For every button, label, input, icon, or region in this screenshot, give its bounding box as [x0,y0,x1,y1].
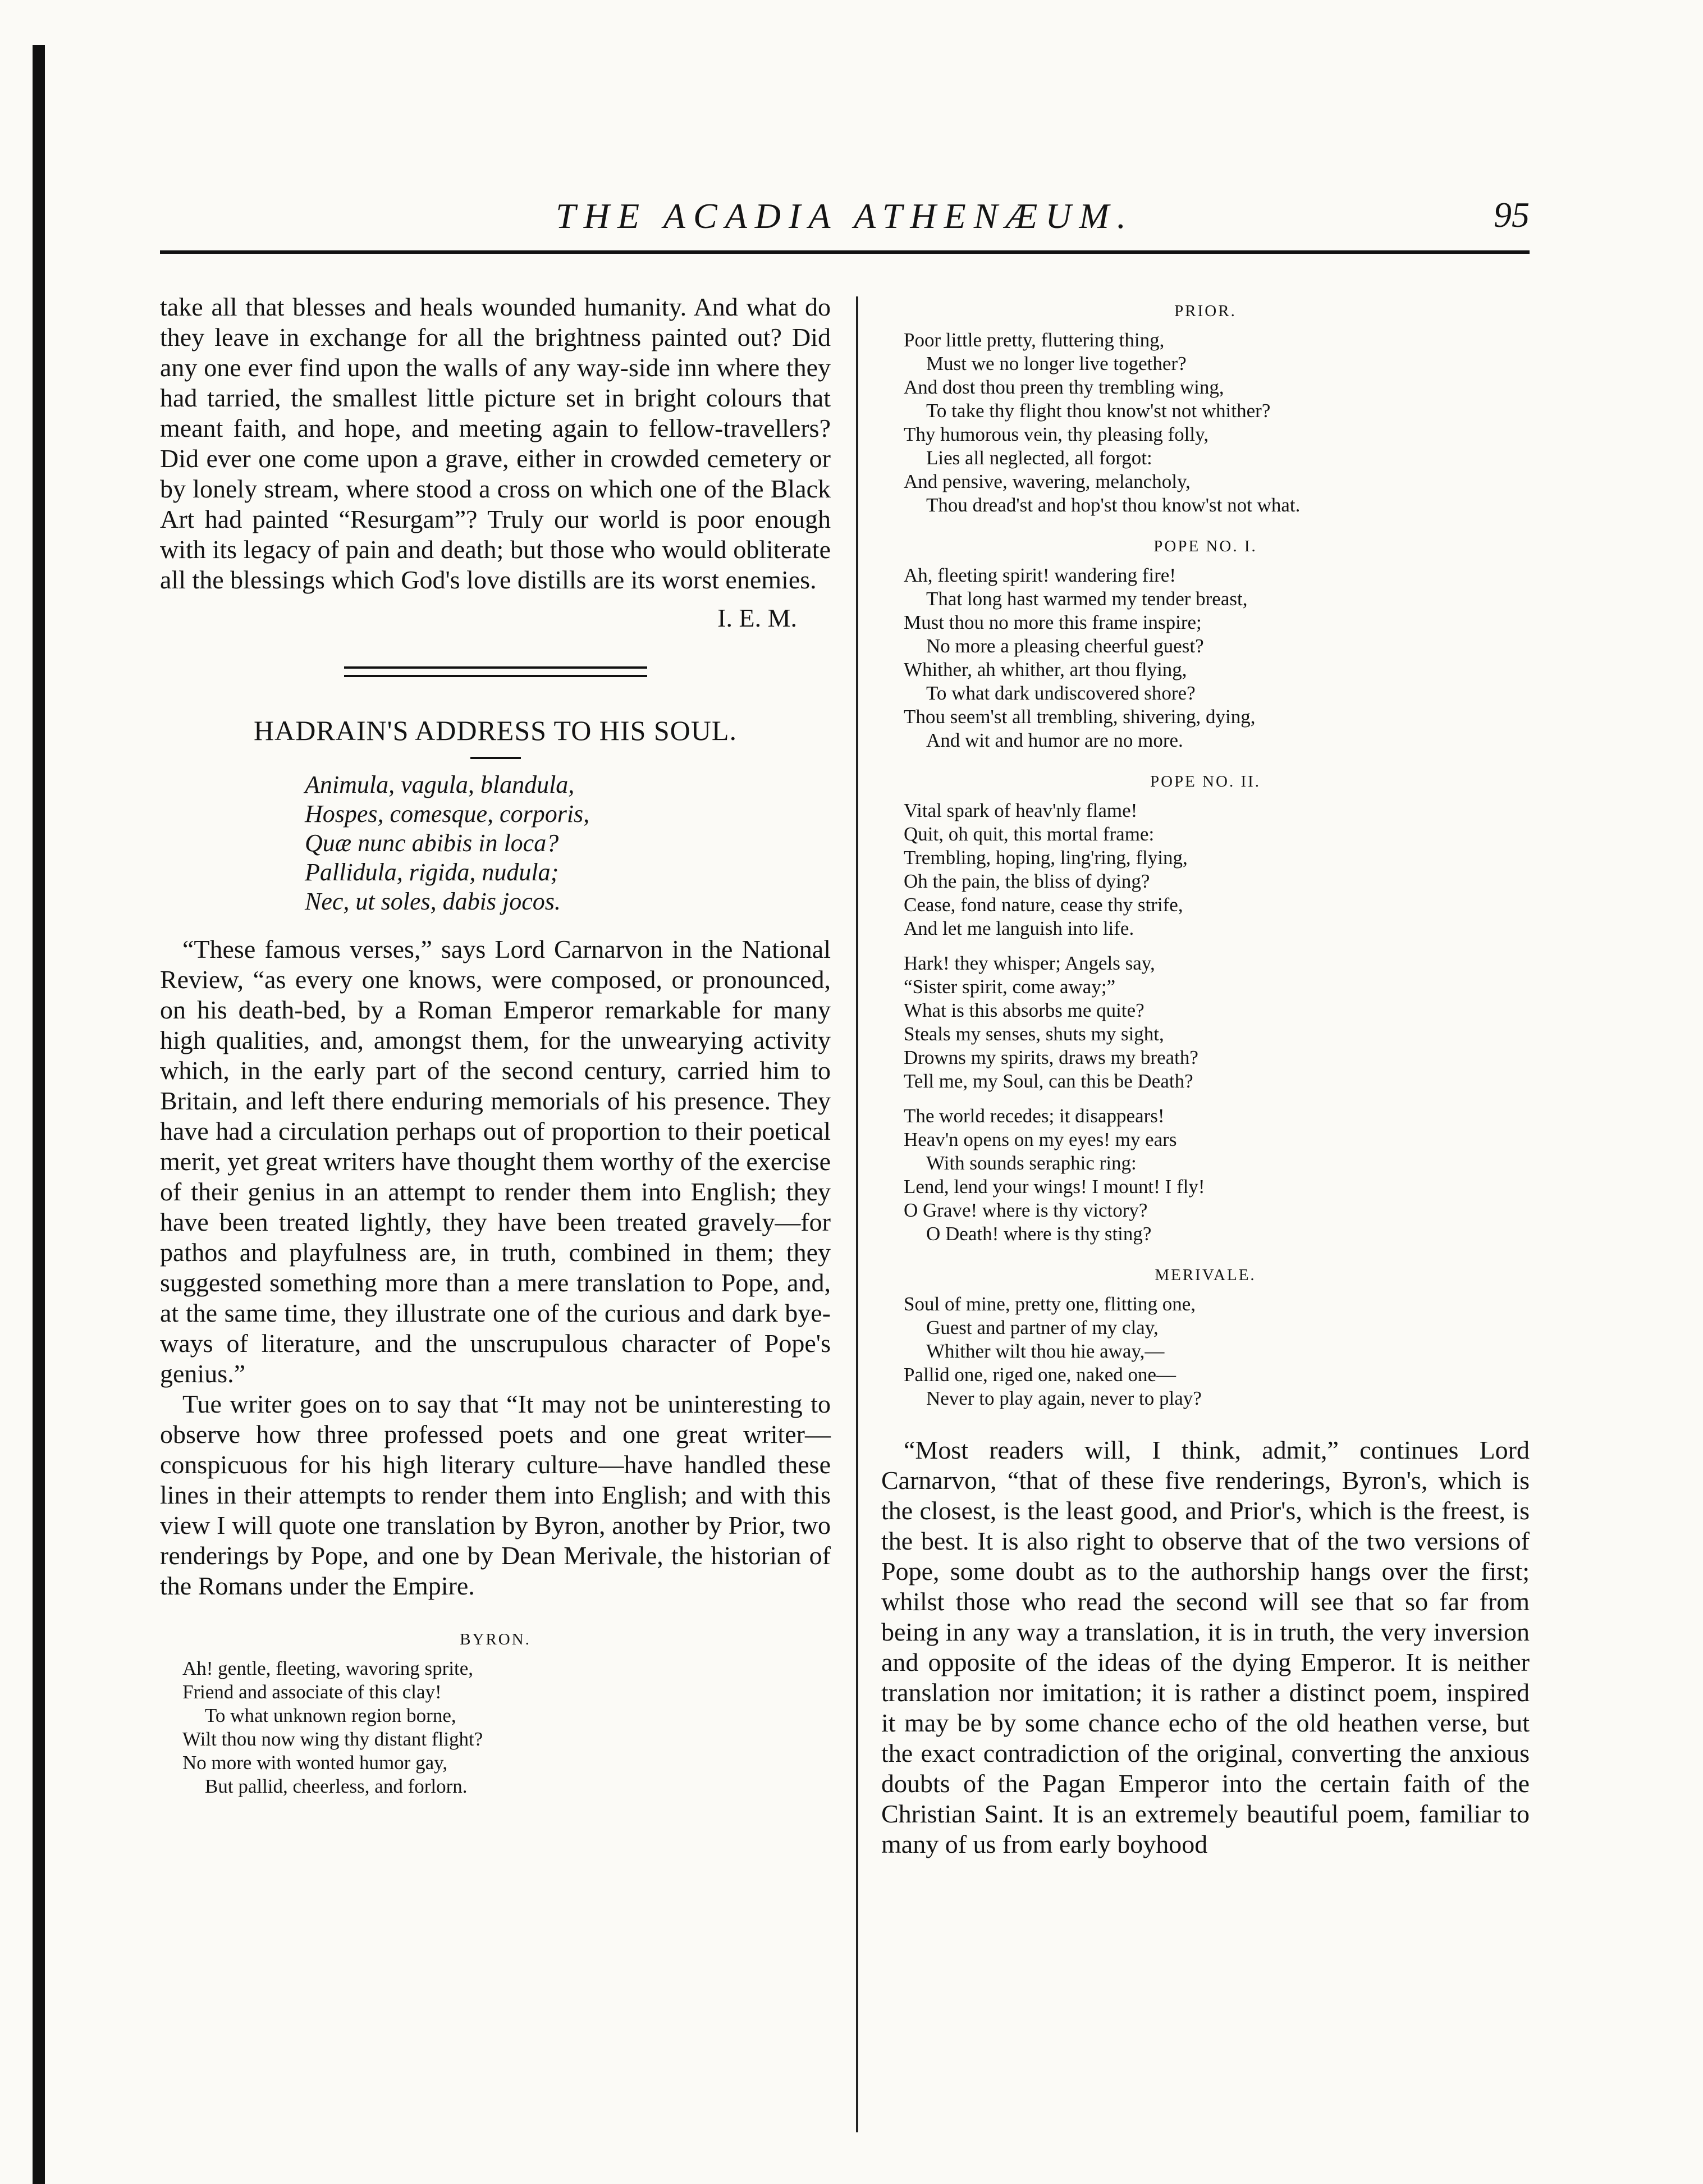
column-divider [856,296,858,2132]
publication-title: THE ACADIA ATHENÆUM. [556,196,1134,236]
poem-merivale [904,1292,1530,1410]
poem-line: The world recedes; it disappears! [904,1105,1165,1127]
poem-stanza [904,1104,1530,1246]
latin-verse [305,770,831,916]
poem-line: Heav'n opens on my eyes! my ears [904,1128,1177,1150]
poem-line: To what unknown region borne, [205,1705,456,1726]
poem-line: Friend and associate of this clay! [182,1681,442,1703]
poem-line: Poor little pretty, fluttering thing, [904,329,1165,351]
poem-line: With sounds seraphic ring: [926,1152,1137,1174]
latin-line: Animula, vagula, blandula, [305,771,575,798]
poem-line: Cease, fond nature, cease thy strife, [904,894,1183,916]
poem-line: Never to play again, never to play? [926,1387,1202,1409]
running-header [160,190,1530,257]
poem-pope-1 [904,564,1530,752]
poem-heading-prior: PRIOR. [1174,302,1237,320]
poem-line: And let me languish into life. [904,917,1134,939]
poem-line: And dost thou preen thy trembling wing, [904,376,1224,398]
latin-line: Nec, ut soles, dabis jocos. [305,888,561,915]
right-column [881,292,1530,1859]
title-dash [470,757,521,759]
latin-line: Hospes, comesque, corporis, [305,800,590,828]
poem-line: To take thy flight thou know'st not whither? [926,400,1271,422]
poem-line: Vital spark of heav'nly flame! [904,799,1138,821]
poem-heading-byron: BYRON. [460,1630,531,1648]
section-separator [344,666,647,677]
poem-heading-pope-1: POPE NO. I. [1153,537,1257,555]
poem-line: Steals my senses, shuts my sight, [904,1023,1164,1045]
poem-line: Must we no longer live together? [926,353,1187,374]
poem-line: Ah, fleeting spirit! wandering fire! [904,564,1176,586]
poem-line: Oh the pain, the bliss of dying? [904,870,1150,892]
latin-line: Quæ nunc abibis in loca? [305,829,559,857]
poem-byron [182,1657,831,1798]
poem-prior [904,328,1530,517]
poem-line: Whither wilt thou hie away,— [926,1340,1165,1362]
article-paragraph: “These famous verses,” says Lord Carnarvon in the National Review, “as every one knows, were composed, or pronounced, on his death-bed, by a Roman Emperor remarkable for many high qualities, and, amongst them, for the unwearying activity which, in the early part of the second century, carried him to Britain, and left there enduring memorials of his presence. They have had a circulation perhaps out of proportion to their poetical merit, yet great writers have thought them worthy of the exercise of their genius in an attempt to render them into English; they have been treated lightly, they have been treated gravely—for pathos and playfulness are, in truth, combined in them; they suggested something more than a mere translation to Pope, and, at the same time, they illustrate one of the curious and dark bye-ways of literature, and the unscrupulous character of Pope's genius.” [160,935,831,1388]
poem-line: Whither, ah whither, art thou flying, [904,659,1187,680]
poem-line: And pensive, wavering, melancholy, [904,470,1191,492]
binding-edge [33,45,45,2184]
poem-line: Soul of mine, pretty one, flitting one, [904,1293,1196,1315]
poem-line: Thy humorous vein, thy pleasing folly, [904,423,1209,445]
left-column [160,292,831,1798]
poem-line: To what dark undiscovered shore? [926,682,1196,704]
poem-heading-merivale: MERIVALE. [1155,1266,1256,1284]
page-number: 95 [1494,195,1530,235]
article-paragraph: “Most readers will, I think, admit,” continues Lord Carnarvon, “that of these five renderings, Byron's, which is the closest, is the least good, and Prior's, which is the freest, is the best. It is also right to observe that of the two versions of Pope, some doubt as to the authorship hangs over the first; whilst those who read the second will see that so far from being in any way a translation, it is in truth, the very inversion and opposite of the ideas of the dying Emperor. It is neither translation nor imitation; it is rather a distinct poem, inspired it may be by some chance echo of the old heathen verse, but the exact contradiction of the original, converting the anxious doubts of the Pagan Emperor into the certain faith of the Christian Saint. It is an extremely beautiful poem, familiar to many of us from early boyhood [881,1436,1530,1858]
poem-line: Quit, oh quit, this mortal frame: [904,823,1155,845]
header-rule [160,250,1530,254]
poem-stanza [904,799,1530,940]
poem-line: Thou seem'st all trembling, shivering, dying, [904,706,1256,728]
poem-pope-2 [904,799,1530,1246]
poem-line: What is this absorbs me quite? [904,999,1145,1021]
poem-line: Hark! they whisper; Angels say, [904,952,1155,974]
poem-line: No more with wonted humor gay, [182,1752,448,1774]
poem-line: Thou dread'st and hop'st thou know'st not what. [926,494,1301,516]
poem-line: “Sister spirit, come away;” [904,976,1116,998]
poem-line: But pallid, cheerless, and forlorn. [205,1775,468,1797]
poem-line: Trembling, hoping, ling'ring, flying, [904,847,1188,869]
article-title: HADRAIN'S ADDRESS TO HIS SOUL. [254,715,737,746]
author-signature: I. E. M. [717,604,797,632]
poem-line: Lies all neglected, all forgot: [926,447,1152,469]
poem-line: Wilt thou now wing thy distant flight? [182,1728,483,1750]
poem-line: O Death! where is thy sting? [926,1223,1152,1245]
poem-line: Pallid one, riged one, naked one— [904,1364,1176,1386]
poem-stanza [904,952,1530,1093]
poem-line: Ah! gentle, fleeting, wavoring sprite, [182,1657,474,1679]
latin-line: Pallidula, rigida, nudula; [305,858,559,886]
poem-line: And wit and humor are no more. [926,729,1183,751]
poem-line: Guest and partner of my clay, [926,1317,1159,1338]
poem-line: That long hast warmed my tender breast, [926,588,1248,610]
poem-line: Must thou no more this frame inspire; [904,611,1202,633]
poem-line: No more a pleasing cheerful guest? [926,635,1204,657]
poem-heading-pope-2: POPE NO. II. [1150,773,1261,791]
poem-line: O Grave! where is thy victory? [904,1199,1148,1221]
article-paragraph: Tue writer goes on to say that “It may not be uninteresting to observe how three professed poets and one great writer—conspicuous for his high literary culture—have handled these lines in their attempts to render them into English; and with this view I will quote one translation by Byron, another by Prior, two renderings by Pope, and one by Dean Merivale, the historian of the Romans under the Empire. [160,1390,831,1600]
previous-article-ending: take all that blesses and heals wounded humanity. And what do they leave in exchange for all the brightness painted out? Did any one ever find upon the walls of any way-side inn where they had tarried, the smallest little picture set in bright colours that meant faith, and hope, and meeting again to fellow-travellers? Did ever one come upon a grave, either in crowded cemetery or by lonely stream, where stood a cross on which one of the Black Art had painted “Resurgam”? Truly our world is poor enough with its legacy of pain and death; but those who would obliterate all the blessings which God's love distills are its worst enemies. [160,293,831,594]
poem-line: Drowns my spirits, draws my breath? [904,1047,1198,1068]
poem-line: Tell me, my Soul, can this be Death? [904,1070,1193,1092]
poem-line: Lend, lend your wings! I mount! I fly! [904,1176,1205,1198]
